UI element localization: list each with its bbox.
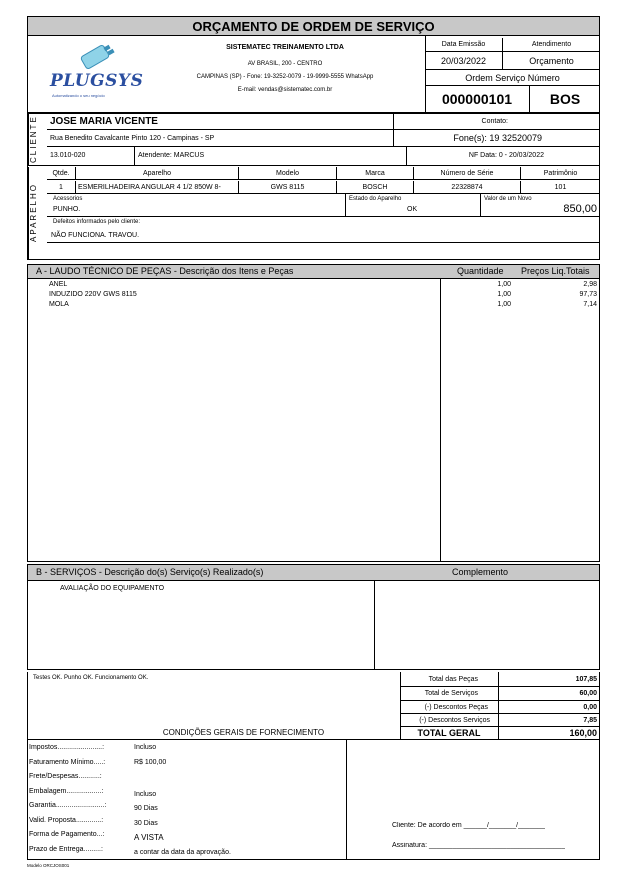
accessories-value: PUNHO. — [53, 206, 81, 213]
state-label: Estado do Aparelho — [349, 196, 402, 202]
company-logo — [48, 44, 144, 102]
client-cep: 13.010-020 — [47, 147, 135, 165]
condition-label: Forma de Pagamento...: — [29, 831, 105, 838]
state-value: OK — [407, 206, 418, 213]
company-city-phone: CAMPINAS (SP) - Fone: 19-3252-0079 - 19-9999-5555 WhatsApp — [196, 74, 374, 80]
total-parts-value: 107,85 — [499, 673, 600, 687]
condition-value: a contar da data da aprovação. — [134, 848, 231, 856]
condition-value: 30 Dias — [134, 819, 158, 827]
condition-row — [29, 799, 339, 814]
os-label: Ordem Serviço Número — [425, 70, 600, 86]
device-serial: 22328874 — [414, 181, 521, 194]
device-model: GWS 8115 — [239, 181, 337, 194]
logo-tagline: Automatizando o seu negócio — [52, 93, 105, 98]
table-row — [27, 290, 600, 300]
client-attendant: Atendente: MARCUS — [135, 147, 407, 165]
footer-model: Modelo ORCJOS001 — [27, 863, 70, 868]
table-row — [27, 300, 600, 310]
part-price: 2,98 — [583, 281, 597, 288]
condition-label: Prazo de Entrega.........: — [29, 845, 103, 853]
accessories-label: Acessorios — [53, 196, 83, 202]
condition-row — [29, 741, 339, 756]
client-contact-label: Contato: — [394, 114, 600, 130]
device-header-name: Aparelho — [76, 167, 239, 180]
services-complement-label: Complemento — [452, 567, 509, 577]
defects-value: NÃO FUNCIONA. TRAVOU. — [51, 232, 140, 239]
condition-value: 90 Dias — [134, 805, 158, 812]
condition-label: Garantia.........................: — [29, 802, 107, 809]
condition-value: Incluso — [134, 744, 157, 751]
company-email: E-mail: vendas@sistematec.com.br — [237, 87, 333, 93]
client-section-label: CLIENTE — [28, 114, 47, 165]
condition-value: R$ 100,00 — [134, 758, 167, 766]
disc-parts-label: (-) Descontos Peças — [400, 701, 498, 714]
total-parts-label: Total das Peças — [400, 673, 498, 687]
parts-price-label: Preços Liq.Totais — [521, 266, 590, 276]
condition-label: Impostos.......................: — [29, 744, 105, 751]
document-title: ORÇAMENTO DE ORDEM DE SERVIÇO — [27, 16, 600, 36]
part-desc: ANEL — [49, 281, 68, 288]
client-phone: Fone(s): 19 32520079 — [394, 130, 600, 147]
service-value: Orçamento — [503, 52, 600, 70]
condition-value: Incluso — [134, 790, 157, 798]
disc-services-value: 7,85 — [499, 714, 600, 727]
client-name: JOSE MARIA VICENTE — [47, 114, 394, 130]
total-services-value: 60,00 — [499, 687, 600, 701]
conditions-list — [29, 741, 339, 857]
part-price: 97,73 — [579, 291, 597, 298]
device-qty: 1 — [47, 181, 76, 194]
part-desc: INDUZIDO 220V GWS 8115 — [49, 291, 137, 298]
condition-row — [29, 843, 339, 858]
client-address: Rua Benedito Cavalcante Pinto 120 - Campinas - SP — [47, 130, 394, 147]
device-header-model: Modelo — [239, 167, 337, 180]
device-header-serial: Número de Série — [414, 167, 521, 180]
condition-label: Valid. Proposta.............: — [29, 816, 104, 824]
os-number: 000000101 — [425, 86, 530, 113]
condition-row — [29, 756, 339, 771]
emission-label: Data Emissão — [425, 38, 503, 52]
services-body — [27, 581, 600, 670]
signature-line: Assinatura: ___________________________________ — [392, 842, 566, 849]
condition-label: Frete/Despesas...........: — [29, 773, 102, 780]
condition-row — [29, 814, 339, 829]
device-section-label: APARELHO — [28, 167, 47, 259]
os-suffix: BOS — [549, 91, 581, 107]
part-qty: 1,00 — [497, 301, 511, 308]
service-item: AVALIAÇÃO DO EQUIPAMENTO — [60, 585, 165, 592]
agree-line: Cliente: De acordo em ______/_______/_______ — [392, 822, 546, 829]
device-header-patrimony: Patrimônio — [543, 170, 578, 177]
condition-row — [29, 785, 339, 800]
condition-label: Embalagem..................: — [29, 787, 104, 795]
grand-total-label: TOTAL GERAL — [417, 728, 481, 738]
condition-label: Faturamento Mínimo.....: — [29, 758, 106, 766]
table-row — [27, 280, 600, 290]
device-brand: BOSCH — [337, 181, 414, 194]
part-desc: MOLA — [49, 301, 69, 308]
disc-services-label: (-) Descontos Serviços — [400, 714, 498, 727]
total-services-label: Total de Serviços — [400, 687, 498, 701]
emission-value: 20/03/2022 — [425, 52, 503, 70]
parts-list — [27, 280, 600, 310]
services-list — [27, 584, 367, 594]
part-qty: 1,00 — [497, 281, 511, 288]
part-qty: 1,00 — [497, 291, 511, 298]
device-header-qty: Qtde. — [47, 167, 76, 180]
company-name: SISTEMATEC TREINAMENTO LTDA — [226, 44, 344, 51]
service-label: Atendimento — [503, 38, 600, 52]
client-nf-date: NF Data: 0 - 20/03/2022 — [468, 152, 544, 159]
conditions-title: CONDIÇÕES GERAIS DE FORNECIMENTO — [162, 728, 325, 737]
services-title: B - SERVIÇOS - Descrição do(s) Serviço(s) Realizado(s) — [36, 567, 264, 577]
parts-title: A - LAUDO TÉCNICO DE PEÇAS - Descrição dos Itens e Peças — [36, 266, 294, 276]
new-value-label: Valor de um Novo — [484, 196, 532, 202]
device-header-brand: Marca — [337, 167, 414, 180]
parts-qty-label: Quantidade — [457, 266, 504, 276]
company-address: AV BRASIL, 200 - CENTRO — [247, 61, 323, 67]
new-value: 850,00 — [563, 203, 597, 215]
condition-row — [29, 828, 339, 843]
condition-value: A VISTA — [134, 833, 164, 842]
condition-row — [29, 770, 339, 785]
logo-text: PLUGSYS — [50, 71, 144, 91]
part-price: 7,14 — [583, 301, 597, 308]
device-patrimony: 101 — [554, 184, 567, 191]
grand-total-value: 160,00 — [569, 728, 597, 738]
disc-parts-value: 0,00 — [499, 701, 600, 714]
parts-body — [27, 279, 600, 562]
device-name: ESMERILHADEIRA ANGULAR 4 1/2 850W 8- — [76, 181, 239, 194]
notes-text: Testes OK. Punho OK. Funcionamento OK. — [33, 675, 149, 681]
defects-label: Defeitos informados pelo cliente: — [53, 219, 141, 225]
